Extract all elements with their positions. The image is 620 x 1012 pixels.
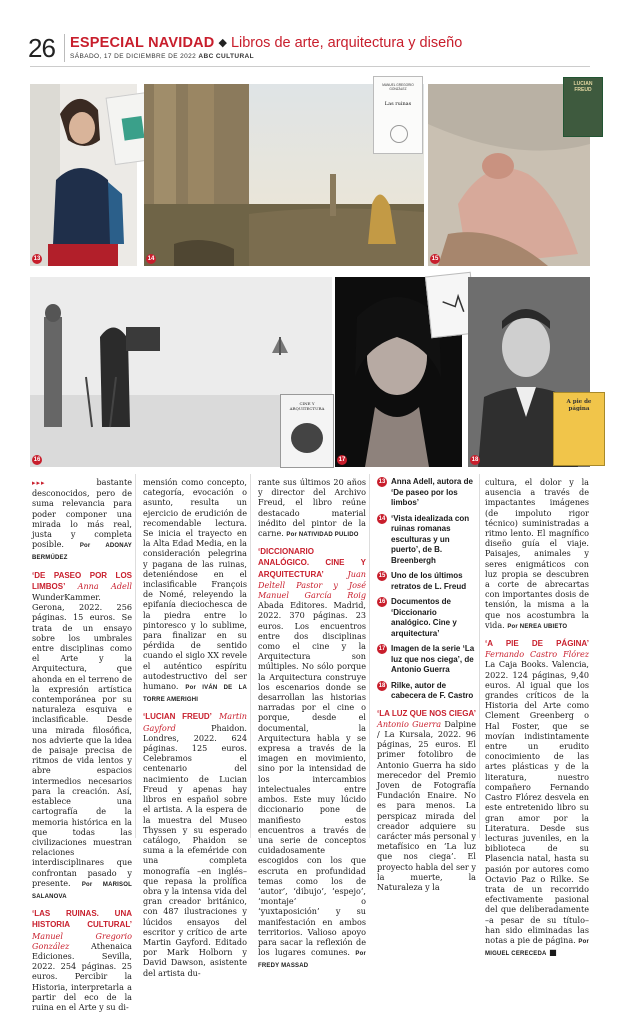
- photo-number-14: 14: [147, 256, 155, 262]
- photo-number-18: 18: [471, 457, 479, 463]
- cine-book-title: CINE Y ARQUITECTURA: [289, 401, 325, 411]
- review-author: Manuel Gregorio González: [32, 930, 132, 951]
- review-author: Anna Adell: [77, 580, 132, 591]
- dateline: [70, 53, 254, 60]
- header-divider: [64, 34, 65, 62]
- column-separator: [479, 474, 480, 838]
- review-author: Martin Gayford: [143, 711, 247, 733]
- review-body: WunderKammer. Gerona, 2022. 256 páginas. 15 euros. Se trata de un ensayo sobre los umbrales entre disciplinas como el Arte y la Arquitectura, que ahonda en el terreno de la expresión artística contemporánea por su naturaleza esquiva e inclasificable. Desde una mirada filosófica, nos advierte que la idea de paisaje precisa de ritmos de vida lentos y abre espacios intermedios necesarios para la creación. Así, establece una cartografía de la memoria histórica en la que todas las civilizaciones muestran relaciones interdisciplinares que confrontan pasado y presente.: [32, 592, 132, 888]
- photo-number-13: 13: [33, 256, 41, 262]
- byline: Por IVÁN DE LA TORRE AMERIGHI: [143, 685, 247, 704]
- column-separator: [369, 474, 370, 838]
- review-las-ruinas: [32, 908, 132, 1012]
- review-body: mensión como concepto, categoría, evocación o asunto, resulta un ejercicio de erudición de recomendable lectura. Se inicia el trayecto en la Alta Edad Media, en la consideración pelegrina y pagana de las ruinas, deteniéndose en el inclasificable François de Nomé, releyendo la epifanía dieciochesca de la piedra entre lo pintoresco y lo sublime, para finalizar en su pérdida de sentido cuando el siglo XX revele el auténtico espíritu autodestructivo del ser humano.: [143, 477, 247, 692]
- review-body: Abada Editores. Madrid, 2022. 370 páginas. 23 euros. Los encuentros entre dos disciplinas como el cine y la Arquitectura son múltiples. No sólo porque la Arquitectura construye los escenarios donde se desarrollan las historias narradas por el cine o porque, desde el documental, la Arquitectura habla y se expresa a través de la imagen en movimiento, sino por la intensidad de los intercambios intelectuales entre ambos. Este muy lúcido diccionario pone de manifiesto estos encuentros a través de una serie de conceptos cuidadosamente escogidos con los que escruta en profundidad temas como los de ‘autor’, ‘dibujo’, ‘espejo’, ‘montaje’ o ‘yuxtaposición’ y su manifestación en ambos territorios. Valioso apoyo para sacar la reflexión de los lugares comunes.: [258, 600, 366, 958]
- caption-text: Imagen de la serie ‘La luz que nos ciega’, de Antonio Guerra: [391, 644, 475, 674]
- caption-text: Anna Adell, autora de ‘De paseo por los limbos’: [391, 477, 473, 507]
- book-cover-cine: [280, 394, 334, 468]
- text-column-4: [377, 477, 476, 892]
- byline: Por NATIVIDAD PULIDO: [286, 532, 359, 539]
- diamond-icon: ◆: [218, 37, 227, 49]
- end-mark-icon: ■: [549, 947, 557, 958]
- book-cover-pie-de-pagina: [553, 392, 605, 466]
- review-body: rante sus últimos 20 años y director del Archivo Freud, el libro reúne destacado material inédito del pintor de la carne.: [258, 477, 366, 539]
- byline: Por ADONAY BERMÚDEZ: [32, 543, 132, 562]
- caption-item: [377, 477, 476, 509]
- review-author: Fernando Castro Flórez: [485, 649, 589, 660]
- cover-square-icon: [122, 116, 145, 141]
- review-title: ‘LAS RUINAS. UNA HISTORIA CULTURAL’: [32, 909, 132, 930]
- freud-continuation: [258, 477, 366, 540]
- caption-text: ‘Vista idealizada con ruinas romanas esculturas y un puerto’, de B. Breenbergh: [391, 513, 470, 565]
- byline: Por NEREA UBIETO: [507, 623, 568, 630]
- review-title: ‘DICCIONARIO ANALÓGICO. CINE Y ARQUITECTURA’: [258, 547, 366, 579]
- review-lucian-freud: [143, 711, 247, 977]
- byline: Por MARISOL SALANOVA: [32, 881, 132, 900]
- review-body: Athenaica Ediciones. Sevilla, 2022. 254 páginas. 25 euros. Percibir la Historia, interpretarla a partir del eco de la ruina en el Arte y su di-: [32, 940, 132, 1012]
- text-column-2: [143, 477, 247, 978]
- pie-book-title: A pie de página: [566, 399, 592, 412]
- book-cover-freud: [563, 77, 603, 137]
- section-subtitle: Libros de arte, arquitectura y diseño: [230, 35, 463, 51]
- review-title: ‘A PIE DE PÁGINA’: [485, 639, 589, 649]
- top-rule: [30, 66, 590, 67]
- page-number: 26: [28, 33, 55, 63]
- text-column-3: [258, 477, 366, 972]
- caption-item: [377, 681, 476, 702]
- eye-icon: [291, 423, 323, 453]
- review-body: cultura, el dolor y la ausencia a través de impactantes imágenes (de impoluto rigor técnico) suministradas a ritmo lento. El magnífico diseño guía el viaje. Paisajes, animales y seres enigmáticos con luz propia se descubren a corte de abrecartas con importantes dosis de tensión, la misma a la que nos acostumbra la vida.: [485, 477, 589, 630]
- byline: Por FREDY MASSAD: [258, 951, 366, 970]
- review-body: La Caja Books. Valencia, 2022. 124 páginas, 9,40 euros. Al igual que los grandes críticos de la Historia del Arte como Clement Greenberg o Hal Foster, que se movían indistintamente entre un erudito conocimiento de las artes plásticas y de la literatura, nuestro compañero Fernando Castro Flórez desvela en este entretenido libro su gran amor por la Literatura. Desde sus lecturas juveniles, en la biblioteca de su Plasencia natal, hasta su pasión por autores como Octavio Paz o Rilke. Se trata de un recorrido efectivamente pasional del que deliberadamente –a pesar de su título– han sido eliminadas las notas a pie de página.: [485, 659, 589, 945]
- supplement-name: ABC CULTURAL: [198, 53, 255, 60]
- caption-item: [377, 644, 476, 676]
- review-diccionario: [258, 546, 366, 971]
- intro-text: bastante desconocidos, pero de suma relevancia para poder componer una mirada lo más real, justa y completa posible.: [32, 477, 132, 550]
- photo-number-15: 15: [431, 256, 439, 262]
- ruin-emblem-icon: [390, 125, 408, 143]
- column-separator: [250, 474, 251, 838]
- la-luz-continuation: [485, 477, 589, 632]
- ruinas-author: MANUEL GREGORIO GONZÁLEZ: [382, 83, 414, 91]
- issue-date: SÁBADO, 17 DE DICIEMBRE DE 2022: [70, 53, 197, 60]
- text-column-5: [485, 477, 589, 959]
- ruinas-title: Las ruinas: [384, 101, 412, 107]
- caption-number: 18: [378, 682, 386, 689]
- review-title: ‘LUCIAN FREUD’: [143, 712, 212, 722]
- section-header: [70, 35, 462, 51]
- caption-number: 16: [378, 599, 386, 605]
- section-name: ESPECIAL NAVIDAD: [70, 35, 215, 51]
- caption-text: Uno de los últimos retratos de L. Freud: [391, 571, 467, 591]
- review-la-luz: [377, 708, 476, 893]
- caption-number: 14: [378, 515, 386, 522]
- review-body: Phaidon. Londres, 2022. 624 páginas. 125 euros. Celebramos el centenario del nacimiento de Lucian Freud y apenas hay libros en español sobre el artista. A la espera de la muestra del Museo Thyssen y su esperado catálogo, Phaidon se suma a la efeméride con una completa monografía –en inglés– que repasa la prolífica obra y la intensa vida del gran creador británico, con 487 ilustraciones y lúcidos ensayos del escritor y crítico de arte Martin Gayford. Editado por Mark Holborn y David Dawson, asistente del artista du-: [143, 722, 247, 978]
- photo-number-17: 17: [338, 457, 346, 463]
- caption-text: Rilke, autor de cabecera de F. Castro: [391, 680, 474, 700]
- ruinas-continuation: [143, 477, 247, 705]
- caption-number: 13: [378, 479, 386, 485]
- review-author: Antonio Guerra: [377, 718, 442, 729]
- review-de-paseo: [32, 570, 132, 903]
- caption-number: 17: [378, 646, 386, 652]
- intro-paragraph: [32, 477, 132, 564]
- text-column-1: [32, 477, 132, 1012]
- column-separator: [135, 474, 136, 838]
- byline: Por MIGUEL CERECEDA: [485, 938, 589, 958]
- book-cover-ruinas: [373, 76, 423, 154]
- caption-item: [377, 514, 476, 567]
- caption-text: Documentos de ‘Diccionario analógico. Cine y arquitectura’: [391, 597, 457, 638]
- review-body: Dalpine / La Kursala, 2022. 96 páginas, 25 euros. El primer fotolibro de Antonio Guerra ha sido merecedor del Premio Joven de Fotografía Fundación Enaire. No es para menos. La perspicaz mirada del creador adquiere su carácter más personal y metafísico en ‘La luz que nos ciega’. El proyecto habla del ser y la muerte, la Naturaleza y la: [377, 718, 477, 892]
- caption-item: [377, 571, 476, 592]
- photo-number-16: 16: [33, 457, 41, 463]
- continuation-arrows: ▸▸▸: [32, 479, 46, 487]
- freud-book-title: LUCIAN FREUD: [573, 81, 593, 93]
- review-title: ‘DE PASEO POR LOS LIMBOS’: [32, 570, 132, 591]
- review-title: ‘LA LUZ QUE NOS CIEGA’: [377, 708, 476, 718]
- caption-number: 15: [378, 573, 386, 579]
- review-a-pie-de-pagina: [485, 638, 589, 959]
- caption-item: [377, 597, 476, 639]
- review-author: Juan Deltell Pastor y José Manuel García Roig: [258, 568, 366, 601]
